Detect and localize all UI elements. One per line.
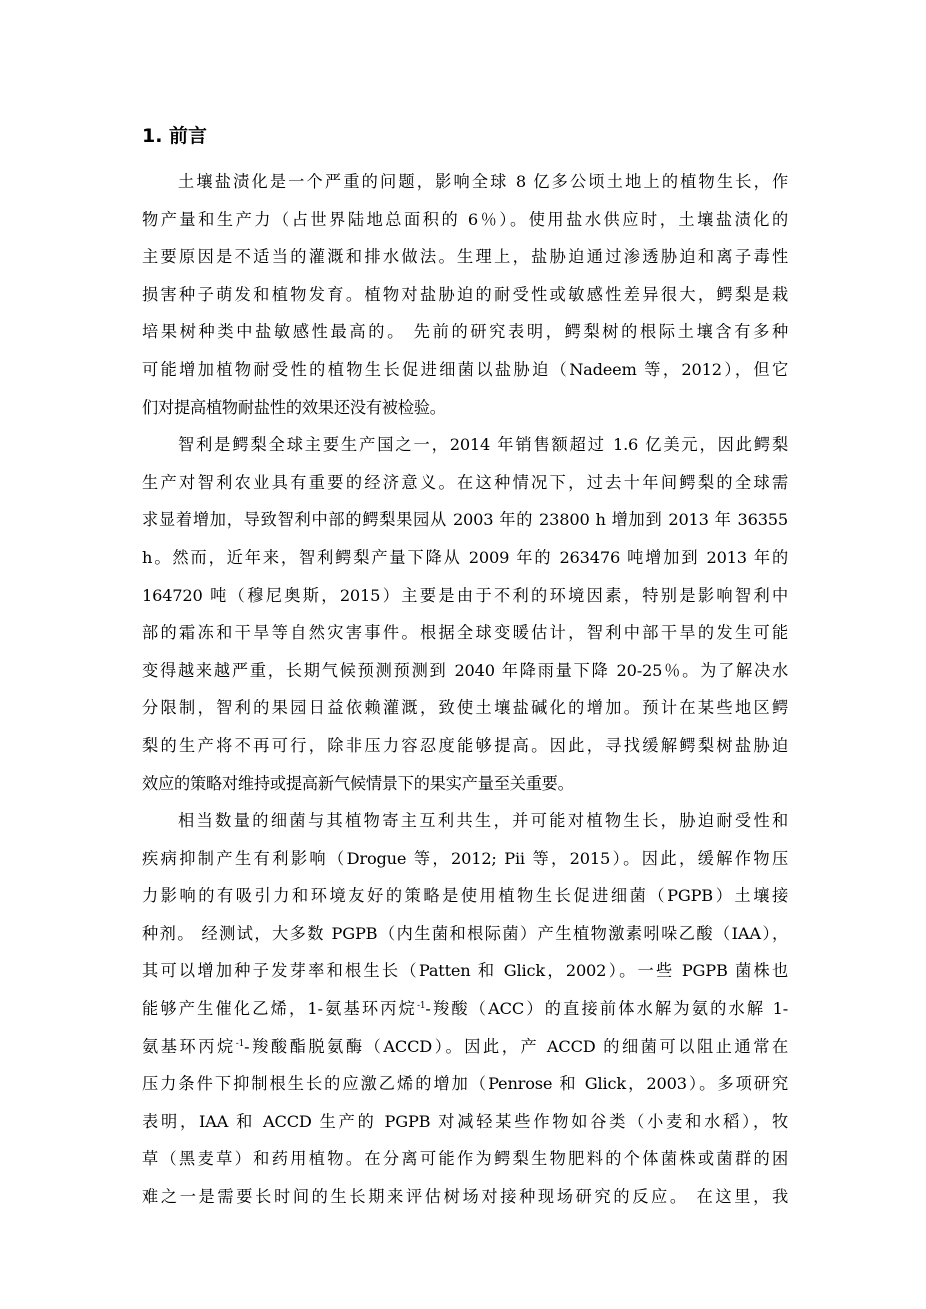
text-line: 分限制，智利的果园日益依赖灌溉，致使土壤盐碱化的增加。预计在某些地区鳄 [142, 698, 788, 718]
text-segment: 能够产生催化乙烯，1-氨基环丙烷 [142, 999, 418, 1019]
section-heading: 1. 前言 [142, 125, 208, 147]
text-line: 草（黑麦草）和药用植物。在分离可能作为鳄梨生物肥料的个体菌株或菌群的困 [142, 1149, 788, 1169]
text-line: 培果树种类中盐敏感性最高的。 先前的研究表明，鳄梨树的根际土壤含有多种 [142, 322, 788, 342]
text-line: 力影响的有吸引力和环境友好的策略是使用植物生长促进细菌（PGPB）土壤接 [142, 886, 788, 906]
text-line: 土壤盐渍化是一个严重的问题，影响全球 8 亿多公顷土地上的植物生长，作 [178, 172, 788, 191]
text-line: 压力条件下抑制根生长的应激乙烯的增加（Penrose 和 Glick，2003）。多项研究 [142, 1074, 788, 1094]
text-line: 损害种子萌发和植物发育。植物对盐胁迫的耐受性或敏感性差异很大，鳄梨是栽 [142, 284, 788, 304]
text-line: 智利是鳄梨全球主要生产国之一，2014 年销售额超过 1.6 亿美元，因此鳄梨 [178, 435, 788, 455]
text-line: 种剂。 经测试，大多数 PGPB（内生菌和根际菌）产生植物激素吲哚乙酸（IAA）， [142, 923, 788, 943]
text-segment: 氨基环丙烷 [142, 1036, 236, 1056]
text-line [142, 990, 788, 1028]
body-text [142, 163, 788, 1216]
text-line: h。然而，近年来，智利鳄梨产量下降从 2009 年的 263476 吨增加到 2013 年的 [142, 547, 788, 567]
text-line: 表明，IAA 和 ACCD 生产的 PGPB 对减轻某些作物如谷类（小麦和水稻），牧 [142, 1111, 788, 1131]
text-line: 相当数量的细菌与其植物寄主互利共生，并可能对植物生长，胁迫耐受性和 [178, 811, 788, 831]
text-line: 们对提高植物耐盐性的效果还没有被检验。 [142, 397, 446, 417]
text-line: 求显着增加，导致智利中部的鳄梨果园从 2003 年的 23800 h 增加到 2013 年 36355 [142, 510, 788, 530]
text-line: 164720 吨（穆尼奥斯，2015）主要是由于不利的环境因素，特别是影响智利中 [142, 585, 788, 605]
text-line: 变得越来越严重，长期气候预测预测到 2040 年降雨量下降 20-25％。为了解决水 [142, 660, 788, 680]
text-segment: -羧酸酯脱氨酶（ACCD）。因此，产 ACCD 的细菌可以阻止通常在 [244, 1036, 788, 1056]
text-line: 物产量和生产力（占世界陆地总面积的 6％）。使用盐水供应时，土壤盐渍化的 [142, 209, 788, 229]
text-line: 其可以增加种子发芽率和根生长（Patten 和 Glick，2002）。一些 PGPB 菌株也 [142, 961, 788, 981]
superscript: -1 [235, 1038, 245, 1049]
text-segment: -羧酸（ACC）的直接前体水解为氨的水解 1- [425, 999, 788, 1019]
text-line: 生产对智利农业具有重要的经济意义。在这种情况下，过去十年间鳄梨的全球需 [142, 472, 788, 492]
text-line: 难之一是需要长时间的生长期来评估树场对接种现场研究的反应。 在这里，我 [142, 1187, 788, 1207]
text-line [142, 1028, 788, 1066]
text-line: 部的霜冻和干旱等自然灾害事件。根据全球变暖估计，智利中部干旱的发生可能 [142, 623, 788, 643]
text-line: 可能增加植物耐受性的植物生长促进细菌以盐胁迫（Nadeem 等，2012），但它 [142, 359, 788, 379]
text-line: 主要原因是不适当的灌溉和排水做法。生理上，盐胁迫通过渗透胁迫和离子毒性 [142, 247, 788, 267]
text-line: 疾病抑制产生有利影响（Drogue 等，2012; Pii 等，2015）。因此，缓解作物压 [142, 848, 788, 868]
text-line: 效应的策略对维持或提高新气候情景下的果实产量至关重要。 [142, 773, 574, 793]
superscript: -1 [417, 1001, 426, 1012]
text-line: 梨的生产将不再可行，除非压力容忍度能够提高。因此，寻找缓解鳄梨树盐胁迫 [142, 735, 788, 755]
